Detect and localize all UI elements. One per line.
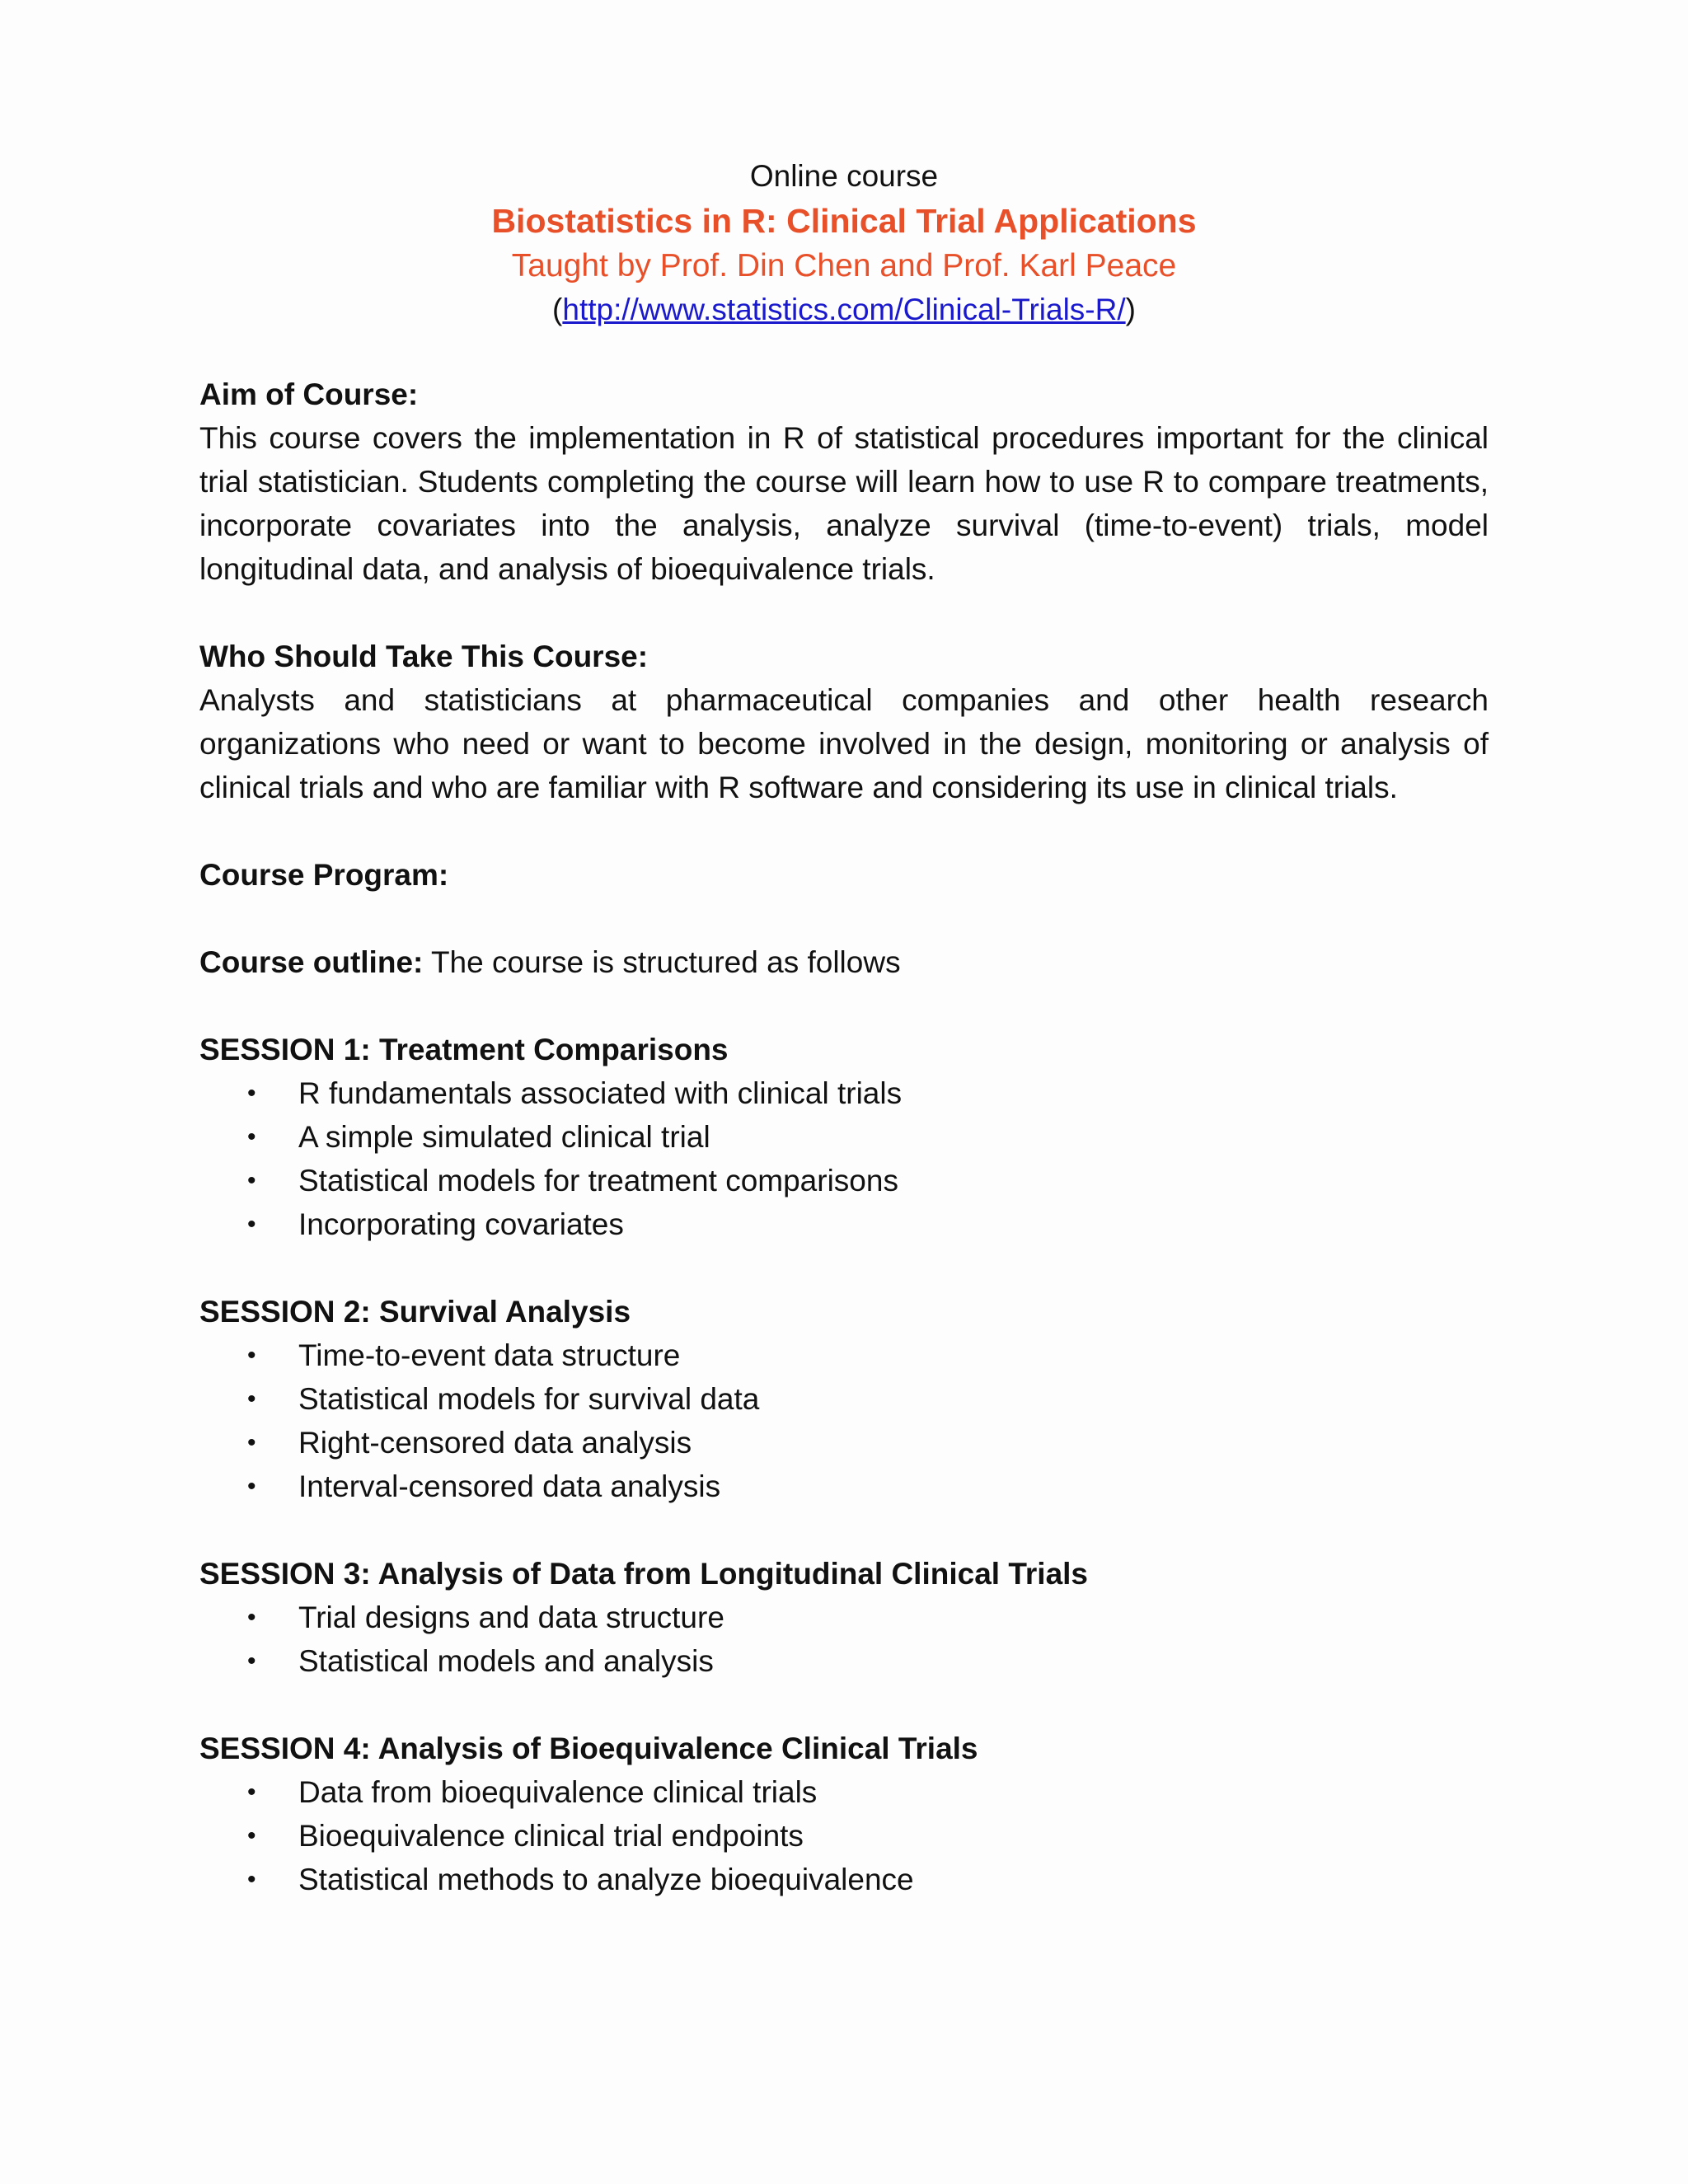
- list-item-text: Statistical models for treatment comparisons: [298, 1164, 898, 1197]
- document-page: [199, 155, 1489, 1901]
- list-item-text: Bioequivalence clinical trial endpoints: [298, 1819, 804, 1853]
- link-close-paren: ): [1125, 293, 1136, 326]
- course-kicker: Online course: [749, 159, 939, 193]
- list-item: [199, 1421, 1489, 1465]
- bullet-icon: •: [247, 1167, 256, 1194]
- list-item-text: Time-to-event data structure: [298, 1338, 681, 1372]
- list-item-text: Trial designs and data structure: [298, 1601, 724, 1634]
- session-topic-list: [199, 1071, 1489, 1246]
- list-item: [199, 1639, 1489, 1683]
- bullet-icon: •: [247, 1647, 256, 1675]
- aim-heading: Aim of Course:: [199, 377, 419, 411]
- aim-body: This course covers the implementation in R of statistical procedures important for the clinical trial statistician. Students completing the course will learn how to use R to compare treatments, incorporate covariates into the analysis, analyze survival (time-to-event) trials, model longitudinal data, and analysis of bioequivalence trials.: [199, 421, 1489, 586]
- bullet-icon: •: [247, 1822, 256, 1849]
- program-heading: Course Program:: [199, 858, 449, 892]
- list-item: [199, 1858, 1489, 1901]
- session-topic-list: [199, 1333, 1489, 1508]
- list-item-text: A simple simulated clinical trial: [298, 1120, 710, 1154]
- outline-label: Course outline:: [199, 945, 424, 979]
- list-item-text: Data from bioequivalence clinical trials: [298, 1775, 818, 1809]
- course-instructors: Taught by Prof. Din Chen and Prof. Karl Peace: [511, 248, 1177, 284]
- list-item: [199, 1071, 1489, 1115]
- session-topic-list: [199, 1596, 1489, 1683]
- bullet-icon: •: [247, 1123, 256, 1151]
- bullet-icon: •: [247, 1342, 256, 1369]
- list-item: [199, 1202, 1489, 1246]
- session-title: SESSION 3: Analysis of Data from Longitudinal Clinical Trials: [199, 1557, 1089, 1591]
- session-block: [199, 1727, 1489, 1901]
- session-block: [199, 1552, 1489, 1683]
- bullet-icon: •: [247, 1604, 256, 1631]
- list-item-text: Right-censored data analysis: [298, 1426, 692, 1460]
- list-item: [199, 1159, 1489, 1202]
- outline-line: [199, 940, 1489, 984]
- list-item-text: Statistical methods to analyze bioequivalence: [298, 1863, 914, 1896]
- session-title: SESSION 2: Survival Analysis: [199, 1295, 631, 1329]
- session-title: SESSION 4: Analysis of Bioequivalence Clinical Trials: [199, 1732, 978, 1765]
- session-block: [199, 1290, 1489, 1508]
- list-item: [199, 1377, 1489, 1421]
- list-item-text: Incorporating covariates: [298, 1207, 624, 1241]
- audience-body: Analysts and statisticians at pharmaceutical companies and other health research organizations who need or want to become involved in the design, monitoring or analysis of clinical trials and who are familiar with R software and considering its use in clinical trials.: [199, 683, 1489, 804]
- bullet-icon: •: [247, 1429, 256, 1456]
- session-block: [199, 1028, 1489, 1246]
- bullet-icon: •: [247, 1080, 256, 1107]
- list-item: [199, 1115, 1489, 1159]
- bullet-icon: •: [247, 1211, 256, 1238]
- outline-text: The course is structured as follows: [423, 945, 901, 979]
- sessions-list: [199, 984, 1489, 1901]
- course-url-link[interactable]: http://www.statistics.com/Clinical-Trials-R/: [562, 293, 1126, 326]
- bullet-icon: •: [247, 1866, 256, 1893]
- list-item: [199, 1465, 1489, 1508]
- audience-heading: Who Should Take This Course:: [199, 640, 649, 673]
- list-item-text: Statistical models and analysis: [298, 1644, 714, 1678]
- list-item: [199, 1333, 1489, 1377]
- course-title: Biostatistics in R: Clinical Trial Applications: [491, 202, 1197, 240]
- aim-section: [199, 373, 1489, 591]
- bullet-icon: •: [247, 1385, 256, 1413]
- list-item: [199, 1596, 1489, 1639]
- session-title: SESSION 1: Treatment Comparisons: [199, 1033, 729, 1066]
- list-item-text: Interval-censored data analysis: [298, 1469, 721, 1503]
- list-item: [199, 1814, 1489, 1858]
- course-header: [175, 155, 1513, 331]
- bullet-icon: •: [247, 1779, 256, 1806]
- list-item-text: Statistical models for survival data: [298, 1382, 760, 1416]
- list-item: [199, 1770, 1489, 1814]
- session-topic-list: [199, 1770, 1489, 1901]
- audience-section: [199, 635, 1489, 809]
- list-item-text: R fundamentals associated with clinical trials: [298, 1076, 903, 1110]
- link-open-paren: (: [552, 293, 563, 326]
- bullet-icon: •: [247, 1473, 256, 1500]
- course-link-line: [175, 288, 1513, 331]
